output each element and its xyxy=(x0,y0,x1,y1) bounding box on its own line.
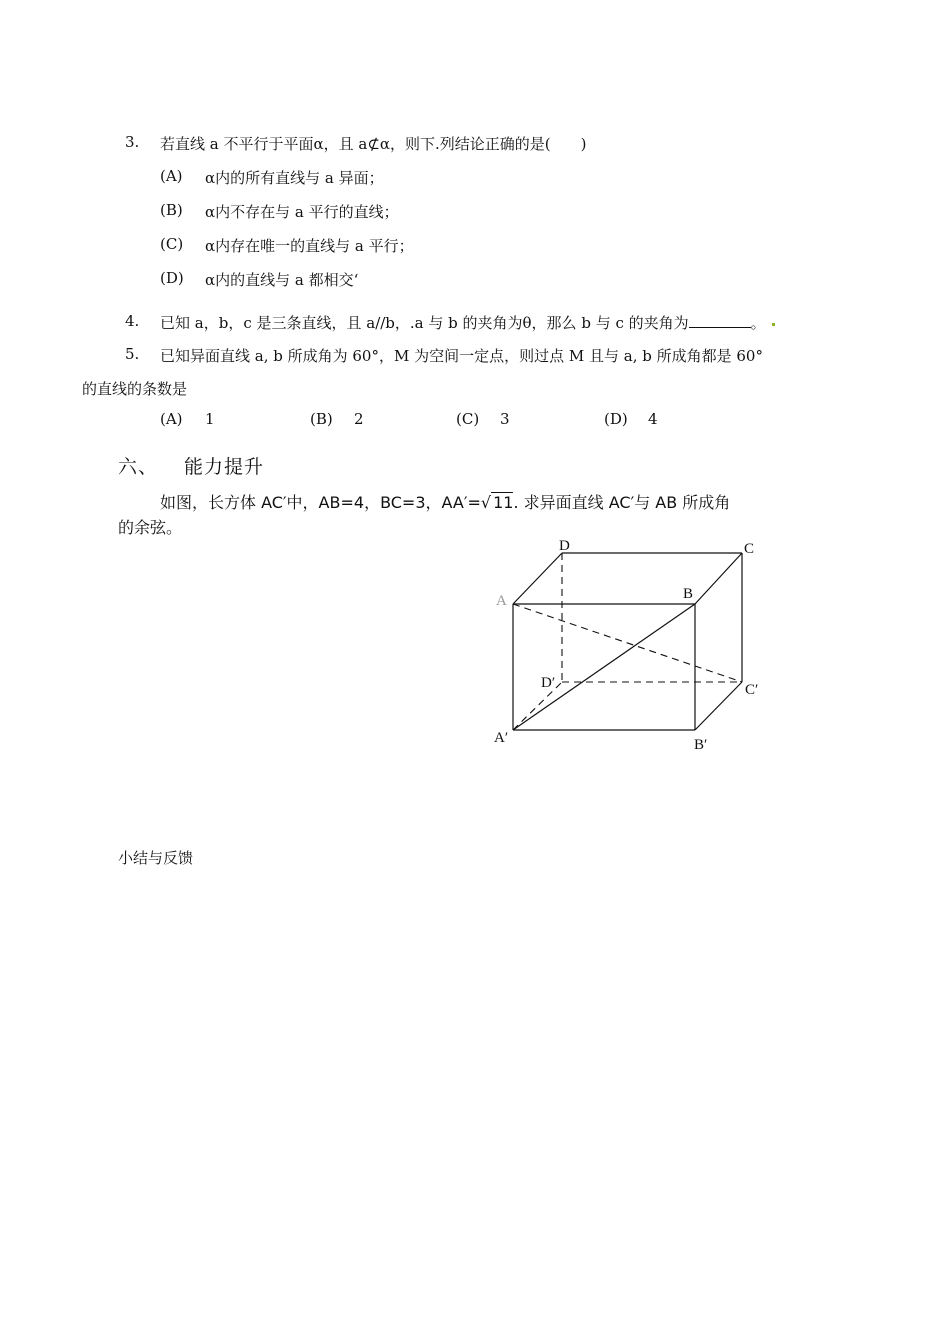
q4-number: 4. xyxy=(125,312,140,330)
q3-option-c-label: (C) xyxy=(160,235,184,253)
sqrt-radicand: 11 xyxy=(493,493,514,512)
q3-option-c-text: α内存在唯一的直线与 a 平行； xyxy=(205,237,414,255)
q3-option-d-label: (D) xyxy=(160,269,184,287)
edge-A-D xyxy=(513,553,562,604)
section-number: 六、 xyxy=(118,456,159,478)
q3-number: 3. xyxy=(125,133,140,151)
label-D: D xyxy=(559,538,570,554)
q5-option-c-text: 3 xyxy=(500,410,510,428)
problem-text-before: 如图，长方体 AC′中，AB=4，BC=3，AA′= xyxy=(160,493,481,512)
edge-B-C xyxy=(695,553,742,604)
problem-line1 xyxy=(160,490,730,513)
q5-option-b-label: (B) xyxy=(310,410,333,428)
q5-number: 5. xyxy=(125,345,140,363)
label-C: C xyxy=(744,541,755,557)
q4-stem-after: 。 xyxy=(750,314,766,332)
q5-stem-line1: 已知异面直线 a, b 所成角为 60°，M 为空间一定点，则过点 M 且与 a, b 所成角都是 60° xyxy=(160,347,763,365)
label-A: A xyxy=(496,593,507,609)
q5-option-a-text: 1 xyxy=(205,410,215,428)
q3-option-a-label: (A) xyxy=(160,167,183,185)
q3-option-b-label: (B) xyxy=(160,201,183,219)
q4-answer-blank[interactable] xyxy=(689,313,751,328)
sqrt-symbol: √ xyxy=(480,493,492,512)
q5-option-b-text: 2 xyxy=(354,410,364,428)
q5-stem-line2: 的直线的条数是 xyxy=(82,380,188,398)
label-Ap: A′ xyxy=(494,730,509,746)
diagonal-A-Cp xyxy=(513,604,742,682)
q5-option-c-label: (C) xyxy=(456,410,480,428)
q5-option-d-text: 4 xyxy=(648,410,658,428)
edge-Bp-Cp xyxy=(695,682,742,730)
diagonal-Ap-B xyxy=(513,604,695,730)
q3-option-a-text: α内的所有直线与 a 异面； xyxy=(205,169,384,187)
q3-stem: 若直线 a 不平行于平面α，且 a⊄α，则下.列结论正确的是( ) xyxy=(160,135,587,153)
section-title: 能力提升 xyxy=(184,456,265,478)
label-Dp: D′ xyxy=(541,675,556,691)
q4-stem xyxy=(160,312,775,333)
label-Bp: B′ xyxy=(694,737,708,753)
label-B: B xyxy=(683,586,694,602)
q3-option-b-text: α内不存在与 a 平行的直线； xyxy=(205,203,399,221)
problem-line2: 的余弦。 xyxy=(118,518,183,537)
problem-text-after: . 求异面直线 AC′与 AB 所成角 xyxy=(513,493,731,512)
summary-heading: 小结与反馈 xyxy=(118,849,194,867)
q5-option-a-label: (A) xyxy=(160,410,183,428)
cuboid-figure xyxy=(480,530,780,760)
q5-option-d-label: (D) xyxy=(604,410,628,428)
q3-option-d-text: α内的直线与 a 都相交‘ xyxy=(205,271,359,289)
label-Cp: C′ xyxy=(745,682,759,698)
mark-dot xyxy=(772,323,775,326)
q4-stem-before: 已知 a，b，c 是三条直线，且 a//b，.a 与 b 的夹角为θ，那么 b 与 c 的夹角为 xyxy=(160,314,689,332)
